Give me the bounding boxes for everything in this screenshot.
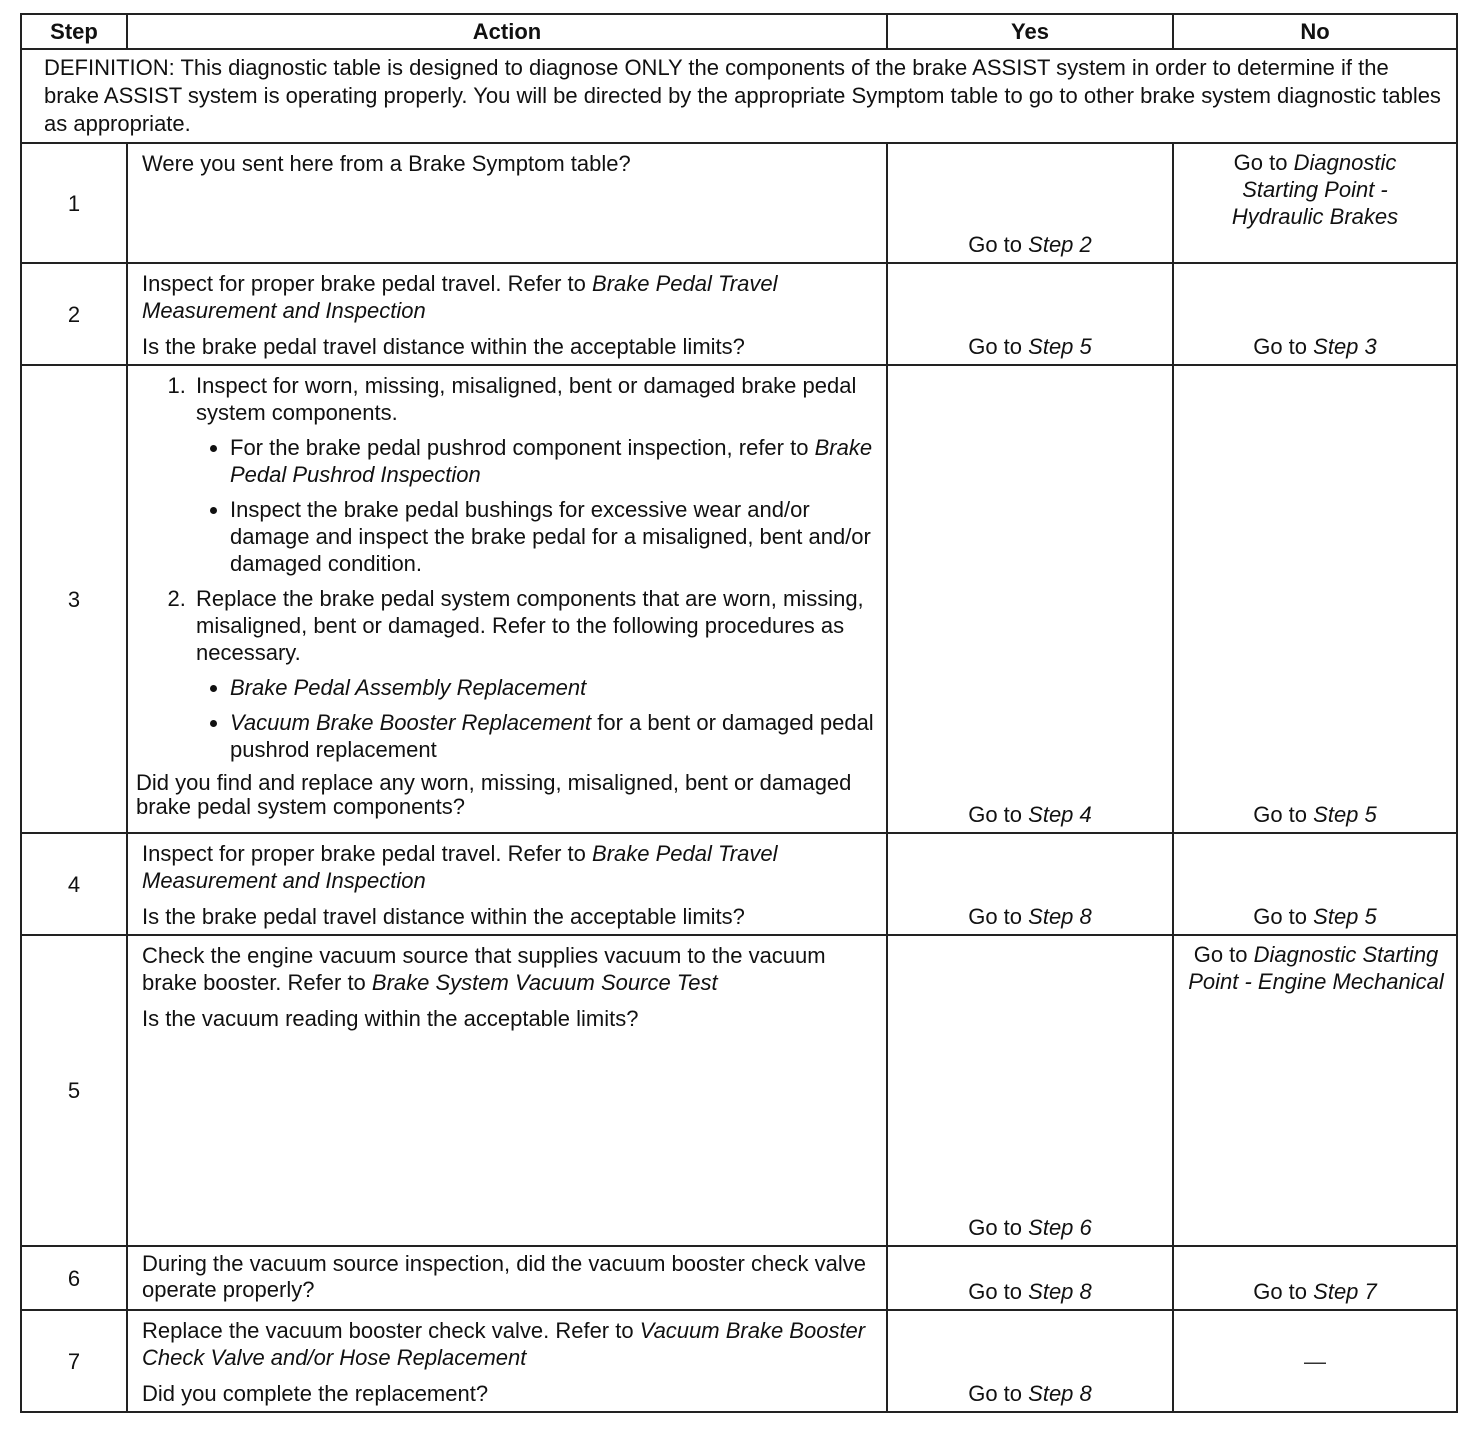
header-no: No [1173,14,1457,49]
no-link[interactable]: Step 5 [1313,904,1377,929]
action-question: Were you sent here from a Brake Symptom table? [142,151,631,176]
no-dash: — [1304,1349,1326,1374]
no-link[interactable]: Step 7 [1313,1279,1377,1304]
procedure-link[interactable]: Brake Pedal Assembly Replacement [230,675,587,700]
instruction-text: Replace the vacuum booster check valve. Refer to [142,1318,634,1343]
header-step: Step [21,14,127,49]
go-to-label: Go to [1253,802,1308,827]
list-item [192,585,876,763]
no-link[interactable]: Diagnostic Starting Point - Engine Mechanical [1188,942,1444,994]
procedure-link[interactable]: Brake Pedal Travel Measurement and Inspection [142,841,778,893]
bullet-text: For the brake pedal pushrod component inspection, refer to [230,435,809,460]
step-number: 7 [21,1310,127,1412]
action-cell [127,935,887,1246]
go-to-label: Go to [968,1279,1023,1304]
action-question: Is the brake pedal travel distance within the acceptable limits? [142,334,745,359]
action-cell [127,833,887,935]
header-action: Action [127,14,887,49]
yes-link[interactable]: Step 8 [1028,904,1092,929]
instruction-text: Inspect for proper brake pedal travel. Refer to [142,841,586,866]
no-link[interactable]: Step 5 [1313,802,1377,827]
action-cell [127,143,887,263]
action-question: Is the vacuum reading within the acceptable limits? [142,1006,639,1031]
go-to-label: Go to [968,802,1023,827]
action-question: During the vacuum source inspection, did the vacuum booster check valve operate properly? [142,1251,866,1302]
no-cell [1173,935,1457,1246]
go-to-label: Go to [968,1215,1023,1240]
bullet-list [196,674,876,763]
go-to-label: Go to [968,904,1023,929]
item-text: Inspect for worn, missing, misaligned, bent or damaged brake pedal system components. [196,373,857,425]
no-link[interactable]: Step 3 [1313,334,1377,359]
action-cell [127,365,887,833]
list-item [230,674,876,701]
yes-link[interactable]: Step 4 [1028,802,1092,827]
step-number: 1 [21,143,127,263]
procedure-link[interactable]: Brake System Vacuum Source Test [371,970,718,995]
list-item [230,709,876,763]
yes-link[interactable]: Step 6 [1028,1215,1092,1240]
step-number: 4 [21,833,127,935]
step-number: 5 [21,935,127,1246]
go-to-label: Go to [1253,904,1308,929]
procedure-list [136,372,876,763]
yes-link[interactable]: Step 8 [1028,1381,1092,1406]
list-item [230,434,876,488]
yes-cell [887,935,1173,1246]
action-instruction [142,840,876,894]
procedure-link[interactable]: Vacuum Brake Booster Replacement [230,710,592,735]
table-row [21,1310,1457,1412]
bullet-text: for a bent or damaged pedal pushrod replacement [230,710,874,762]
no-cell [1173,833,1457,935]
no-cell [1173,1310,1457,1412]
step-number: 6 [21,1246,127,1310]
definition-text: DEFINITION: This diagnostic table is designed to diagnose ONLY the components of the brake ASSIST system in order to determine if the brake ASSIST system is operating properly. You will be directed by the appropriate Symptom table to go to other brake system diagnostic tables as appropriate. [21,49,1457,143]
procedure-link[interactable]: Vacuum Brake Booster Check Valve and/or Hose Replacement [142,1318,866,1370]
action-cell [127,263,887,365]
yes-cell [887,143,1173,263]
action-instruction [142,1317,876,1371]
no-cell [1173,263,1457,365]
yes-cell [887,263,1173,365]
action-instruction [142,942,876,996]
definition-row [21,49,1457,143]
yes-cell [887,1310,1173,1412]
action-question: Is the brake pedal travel distance within the acceptable limits? [142,904,745,929]
no-cell [1173,1246,1457,1310]
step-number: 3 [21,365,127,833]
yes-cell [887,1246,1173,1310]
instruction-text: Check the engine vacuum source that supplies vacuum to the vacuum brake booster. Refer to [142,943,826,995]
go-to-label: Go to [1253,334,1308,359]
header-row [21,14,1457,49]
item-text: Replace the brake pedal system components that are worn, missing, misaligned, bent or damaged. Refer to the following procedures as necessary. [196,586,864,665]
yes-link[interactable]: Step 2 [1028,232,1092,257]
list-item: • Inspect the brake pedal bushings for excessive wear and/or damage and inspect the brake pedal for a misaligned, bent and/or damaged condition. [230,496,876,577]
yes-cell [887,365,1173,833]
action-cell [127,1246,887,1310]
action-instruction [142,270,876,324]
instruction-text: Inspect for proper brake pedal travel. Refer to [142,271,586,296]
yes-cell [887,833,1173,935]
table-row [21,935,1457,1246]
no-link[interactable]: Diagnostic Starting Point - Hydraulic Brakes [1231,150,1399,229]
yes-link[interactable]: Step 5 [1028,334,1092,359]
no-cell [1173,143,1457,263]
bullet-list [196,434,876,577]
diagnostic-table [20,13,1458,1413]
table-row [21,263,1457,365]
table-row [21,833,1457,935]
procedure-link[interactable]: Brake Pedal Pushrod Inspection [230,435,873,487]
header-yes: Yes [887,14,1173,49]
table-row [21,365,1457,833]
yes-link[interactable]: Step 8 [1028,1279,1092,1304]
go-to-label: Go to [968,1381,1023,1406]
list-item [192,372,876,577]
go-to-label: Go to [1233,150,1288,175]
go-to-label: Go to [1253,1279,1308,1304]
action-cell [127,1310,887,1412]
action-question: Did you complete the replacement? [142,1381,489,1406]
table-row [21,1246,1457,1310]
no-cell [1173,365,1457,833]
go-to-label: Go to [968,232,1023,257]
procedure-link[interactable]: Brake Pedal Travel Measurement and Inspection [142,271,778,323]
action-question: Did you find and replace any worn, missing, misaligned, bent or damaged brake pedal system components? [136,770,852,819]
table-row [21,143,1457,263]
step-number: 2 [21,263,127,365]
go-to-label: Go to [968,334,1023,359]
go-to-label: Go to [1193,942,1248,967]
